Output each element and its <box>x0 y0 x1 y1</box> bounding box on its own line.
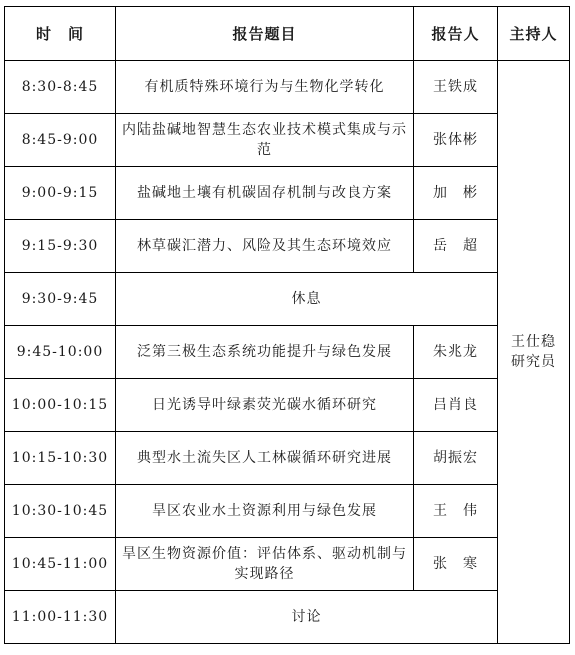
header-topic: 报告题目 <box>116 7 414 61</box>
topic-cell: 旱区农业水土资源利用与绿色发展 <box>116 485 414 538</box>
table-row <box>5 114 570 167</box>
schedule-table <box>4 6 570 644</box>
topic-cell: 林草碳汇潜力、风险及其生态环境效应 <box>116 220 414 273</box>
time-cell: 11:00-11:30 <box>5 591 116 644</box>
time-cell: 8:45-9:00 <box>5 114 116 167</box>
table-row <box>5 538 570 591</box>
speaker-cell: 吕肖良 <box>414 379 498 432</box>
speaker-cell: 胡振宏 <box>414 432 498 485</box>
break-cell: 休息 <box>116 273 498 326</box>
speaker-cell: 王 伟 <box>414 485 498 538</box>
table-row <box>5 432 570 485</box>
header-speaker: 报告人 <box>414 7 498 61</box>
time-cell: 10:30-10:45 <box>5 485 116 538</box>
table-row <box>5 326 570 379</box>
time-cell: 8:30-8:45 <box>5 61 116 114</box>
speaker-cell: 加 彬 <box>414 167 498 220</box>
time-cell: 10:00-10:15 <box>5 379 116 432</box>
table-row-discussion <box>5 591 570 644</box>
topic-cell: 有机质特殊环境行为与生物化学转化 <box>116 61 414 114</box>
time-cell: 9:00-9:15 <box>5 167 116 220</box>
host-title: 研究员 <box>511 354 556 370</box>
header-row <box>5 7 570 61</box>
header-time: 时 间 <box>5 7 116 61</box>
table-row-break <box>5 273 570 326</box>
time-cell: 10:15-10:30 <box>5 432 116 485</box>
discussion-cell: 讨论 <box>116 591 498 644</box>
speaker-cell: 张 寒 <box>414 538 498 591</box>
topic-cell: 旱区生物资源价值：评估体系、驱动机制与实现路径 <box>116 538 414 591</box>
host-name: 王仕稳 <box>511 334 556 350</box>
header-host: 主持人 <box>498 7 570 61</box>
time-cell: 9:15-9:30 <box>5 220 116 273</box>
time-cell: 9:45-10:00 <box>5 326 116 379</box>
speaker-cell: 张体彬 <box>414 114 498 167</box>
topic-cell: 日光诱导叶绿素荧光碳水循环研究 <box>116 379 414 432</box>
table-row <box>5 379 570 432</box>
speaker-cell: 王铁成 <box>414 61 498 114</box>
topic-cell: 盐碱地土壤有机碳固存机制与改良方案 <box>116 167 414 220</box>
topic-cell: 典型水土流失区人工林碳循环研究进展 <box>116 432 414 485</box>
table-row <box>5 167 570 220</box>
table-row <box>5 61 570 114</box>
time-cell: 10:45-11:00 <box>5 538 116 591</box>
table-row <box>5 485 570 538</box>
topic-cell: 泛第三极生态系统功能提升与绿色发展 <box>116 326 414 379</box>
speaker-cell: 岳 超 <box>414 220 498 273</box>
time-cell: 9:30-9:45 <box>5 273 116 326</box>
speaker-cell: 朱兆龙 <box>414 326 498 379</box>
table-row <box>5 220 570 273</box>
host-cell <box>498 61 570 644</box>
topic-cell: 内陆盐碱地智慧生态农业技术模式集成与示范 <box>116 114 414 167</box>
